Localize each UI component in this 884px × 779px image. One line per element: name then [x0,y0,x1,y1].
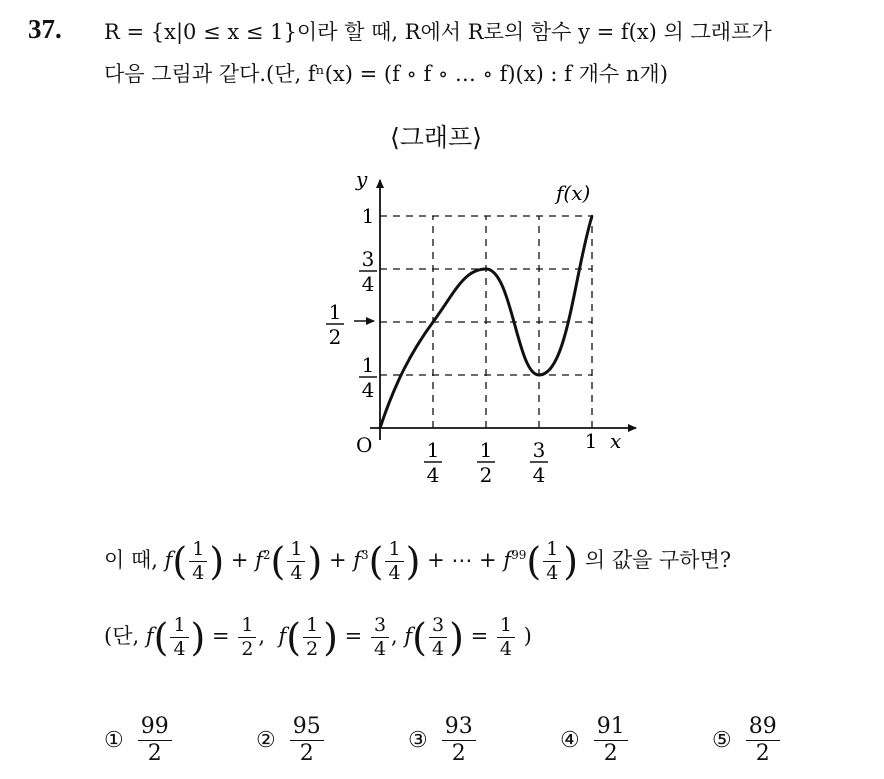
y-tick-label [326,300,344,349]
svg-text:4: 4 [426,463,440,487]
svg-text:1: 1 [328,300,342,324]
x-tick-label [585,429,598,453]
answer-choices [104,716,864,765]
svg-text:4: 4 [361,272,375,296]
question-suffix: 의 값을 구하면? [584,548,732,572]
svg-text:1: 1 [584,429,598,453]
data-point [485,268,487,270]
y-tick-label [359,247,377,296]
data-point [538,374,540,376]
choice-3[interactable]: ③ $\frac{93}{2}$ [408,716,560,765]
condition-suffix: ) [523,624,532,648]
y-tick-label [362,204,375,228]
choice-5[interactable]: ⑤ $\frac{89}{2}$ [712,716,864,765]
choice-4[interactable]: ④ $\frac{91}{2}$ [560,716,712,765]
choice-1[interactable]: ① $\frac{99}{2}$ [104,716,256,765]
choice-2[interactable]: ② $\frac{95}{2}$ [256,716,408,765]
svg-text:1: 1 [426,438,440,462]
x-tick-label [424,438,442,487]
curve-label: f(x) [556,181,591,205]
problem-stem-line-1: R = {x|0 ≤ x ≤ 1}이라 할 때, R에서 R로의 함수 y = f(x) 의 그래프가 [104,20,772,44]
svg-text:3: 3 [361,247,375,271]
data-point [432,321,434,323]
svg-text:3: 3 [532,438,546,462]
x-tick-label [530,438,548,487]
svg-text:2: 2 [328,325,342,349]
grid-lines [380,216,592,428]
x-tick-label [477,438,495,487]
svg-text:2: 2 [479,463,493,487]
problem-stem-line-2: 다음 그림과 같다.(단, fⁿ(x) = (f ∘ f ∘ … ∘ f)(x) : f 개수 n개) [104,62,668,86]
y-axis-label: y [356,167,368,191]
x-axis-label: x [610,429,622,453]
condition-line: (단, f( $\frac{1}{4}$ ) = $\frac{1}{2}$ , f( $\frac{1}{2}$ ) = $\frac{3}{4}$ , f( $\frac{3}{4}$ ) = $\frac{1}{4}$ ) [104,614,532,660]
condition-prefix: (단, [104,624,140,648]
svg-text:1: 1 [361,353,375,377]
question-line: 이 때, f( $\frac{1}{4}$ ) + $f^2$( $\frac{1}{4}$ ) + $f^3$( $\frac{1}{4}$ ) + ⋯ + $f^{99}$( $\frac{1}{4}$ ) 의 값을 구하면? [104,538,732,584]
svg-text:1: 1 [479,438,493,462]
data-point [591,215,593,217]
y-tick-label [359,353,377,402]
graph-title: ⟨그래프⟩ [390,123,482,152]
svg-text:4: 4 [361,378,375,402]
problem-number: 37. [28,14,62,44]
svg-text:4: 4 [532,463,546,487]
question-prefix: 이 때, [104,548,158,572]
svg-text:1: 1 [361,204,375,228]
data-point [379,427,381,429]
origin-label: O [356,433,373,457]
